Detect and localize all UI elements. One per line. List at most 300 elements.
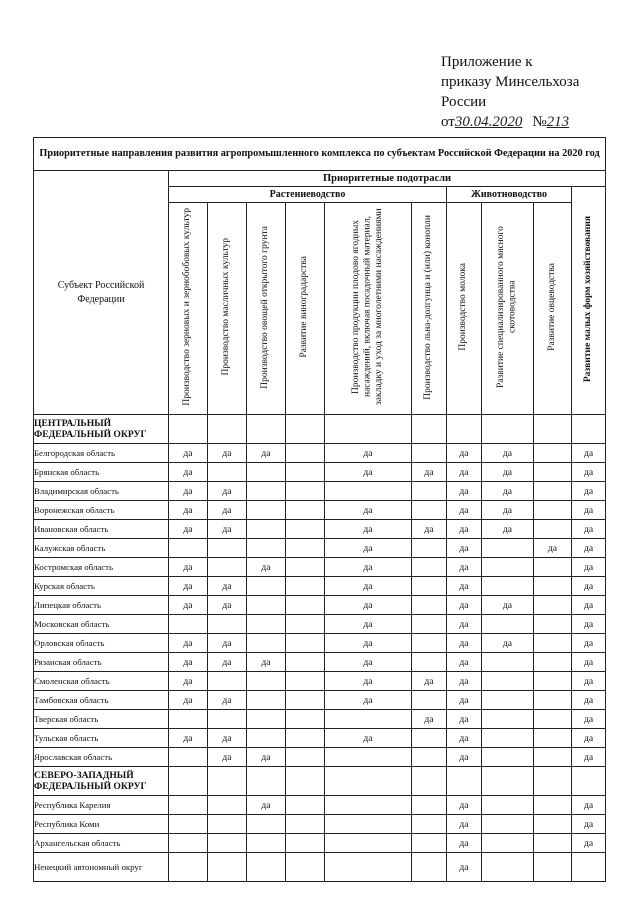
- value-cell: [286, 729, 325, 748]
- region-empty-cell: [482, 415, 534, 444]
- value-cell: [534, 482, 572, 501]
- value-cell: [286, 577, 325, 596]
- value-cell: [208, 710, 247, 729]
- table-row: [34, 539, 606, 558]
- region-empty-cell: [482, 767, 534, 796]
- value-cell: да: [572, 615, 606, 634]
- value-cell: [169, 853, 208, 882]
- table-row: [34, 672, 606, 691]
- value-cell: да: [482, 444, 534, 463]
- value-cell: да: [169, 653, 208, 672]
- value-cell: да: [325, 672, 412, 691]
- value-cell: [482, 672, 534, 691]
- value-cell: [412, 796, 447, 815]
- value-cell: да: [447, 815, 482, 834]
- value-cell: [169, 615, 208, 634]
- value-cell: [412, 748, 447, 767]
- value-cell: да: [572, 815, 606, 834]
- column-header-label: Производство масличных культур: [221, 238, 232, 376]
- value-cell: [247, 520, 286, 539]
- value-cell: [286, 653, 325, 672]
- value-cell: [286, 615, 325, 634]
- value-cell: да: [572, 558, 606, 577]
- table-body: [34, 415, 606, 882]
- subject-name: Архангельская область: [34, 834, 169, 853]
- value-cell: да: [572, 710, 606, 729]
- value-cell: [412, 615, 447, 634]
- value-cell: да: [482, 501, 534, 520]
- group-livestock-header: Животноводство: [447, 187, 572, 203]
- value-cell: [208, 539, 247, 558]
- value-cell: да: [447, 834, 482, 853]
- table-row: [34, 634, 606, 653]
- value-cell: да: [208, 634, 247, 653]
- value-cell: [286, 796, 325, 815]
- value-cell: да: [247, 444, 286, 463]
- value-cell: [534, 615, 572, 634]
- value-cell: [286, 691, 325, 710]
- value-cell: да: [325, 615, 412, 634]
- value-cell: [208, 672, 247, 691]
- appendix-line-1: Приложение к: [441, 54, 533, 70]
- column-header-label: Развитие виноградарства: [299, 256, 310, 358]
- region-name: СЕВЕРО-ЗАПАДНЫЙ ФЕДЕРАЛЬНЫЙ ОКРУГ: [34, 767, 169, 796]
- value-cell: [412, 444, 447, 463]
- value-cell: [534, 748, 572, 767]
- column-header: [534, 203, 572, 415]
- value-cell: да: [482, 482, 534, 501]
- value-cell: [412, 691, 447, 710]
- value-cell: [286, 539, 325, 558]
- value-cell: да: [208, 596, 247, 615]
- value-cell: [482, 539, 534, 558]
- column-header-label: Развитие специализированного мясного скотоводства: [496, 226, 518, 388]
- region-empty-cell: [247, 767, 286, 796]
- value-cell: да: [447, 577, 482, 596]
- region-name: ЦЕНТРАЛЬНЫЙ ФЕДЕРАЛЬНЫЙ ОКРУГ: [34, 415, 169, 444]
- value-cell: [247, 463, 286, 482]
- value-cell: [247, 729, 286, 748]
- value-cell: [286, 520, 325, 539]
- value-cell: да: [572, 729, 606, 748]
- value-cell: [286, 463, 325, 482]
- value-cell: [412, 834, 447, 853]
- value-cell: да: [247, 796, 286, 815]
- value-cell: да: [325, 520, 412, 539]
- value-cell: [169, 815, 208, 834]
- value-cell: [534, 853, 572, 882]
- value-cell: [482, 653, 534, 672]
- value-cell: [482, 834, 534, 853]
- appendix-line-3: России: [441, 94, 487, 110]
- value-cell: да: [572, 834, 606, 853]
- value-cell: да: [572, 577, 606, 596]
- value-cell: да: [325, 653, 412, 672]
- value-cell: [534, 634, 572, 653]
- value-cell: да: [447, 853, 482, 882]
- value-cell: [412, 729, 447, 748]
- value-cell: да: [169, 577, 208, 596]
- value-cell: да: [169, 596, 208, 615]
- column-header-label: Производство зерновых и зернобобовых культур: [182, 208, 193, 406]
- value-cell: [534, 710, 572, 729]
- value-cell: [247, 577, 286, 596]
- value-cell: да: [447, 748, 482, 767]
- value-cell: [208, 615, 247, 634]
- value-cell: да: [482, 463, 534, 482]
- value-cell: [286, 672, 325, 691]
- column-header-label: Развитие малых форм хозяйствования: [582, 215, 593, 383]
- region-empty-cell: [412, 415, 447, 444]
- value-cell: [325, 834, 412, 853]
- value-cell: [247, 596, 286, 615]
- value-cell: [247, 482, 286, 501]
- subject-name: Калужская область: [34, 539, 169, 558]
- value-cell: да: [169, 729, 208, 748]
- value-cell: да: [325, 634, 412, 653]
- subject-name: Смоленская область: [34, 672, 169, 691]
- subject-name: Ивановская область: [34, 520, 169, 539]
- value-cell: [286, 596, 325, 615]
- value-cell: да: [208, 577, 247, 596]
- column-header-label: Производство продукции плодово ягодных насаждений, включая посадочный материал, закладку и уход за многолетними насаждениями: [350, 208, 384, 406]
- table-row: [34, 463, 606, 482]
- subject-column-header: Субъект Российской Федерации: [34, 171, 169, 415]
- value-cell: [412, 653, 447, 672]
- value-cell: да: [572, 796, 606, 815]
- region-empty-cell: [534, 415, 572, 444]
- value-cell: [286, 748, 325, 767]
- value-cell: [534, 501, 572, 520]
- value-cell: [412, 815, 447, 834]
- value-cell: [534, 691, 572, 710]
- value-cell: да: [169, 520, 208, 539]
- region-row: [34, 415, 606, 444]
- value-cell: [534, 796, 572, 815]
- value-cell: [482, 615, 534, 634]
- column-header-label: Развитие овцеводства: [546, 263, 557, 351]
- region-empty-cell: [286, 767, 325, 796]
- value-cell: [169, 710, 208, 729]
- value-cell: [534, 729, 572, 748]
- value-cell: да: [572, 691, 606, 710]
- region-empty-cell: [447, 767, 482, 796]
- handwritten-number: 213: [546, 114, 570, 130]
- value-cell: [482, 796, 534, 815]
- subject-name: Орловская область: [34, 634, 169, 653]
- table-row: [34, 729, 606, 748]
- subject-name: Липецкая область: [34, 596, 169, 615]
- value-cell: [247, 710, 286, 729]
- subject-name: Московская область: [34, 615, 169, 634]
- value-cell: да: [325, 691, 412, 710]
- value-cell: [572, 853, 606, 882]
- value-cell: [208, 558, 247, 577]
- value-cell: да: [447, 463, 482, 482]
- value-cell: да: [169, 482, 208, 501]
- value-cell: да: [447, 444, 482, 463]
- region-empty-cell: [412, 767, 447, 796]
- table-header: [34, 138, 606, 415]
- table-title: Приоритетные направления развития агропромышленного комплекса по субъектам Российской Федерации на 2020 год: [34, 138, 606, 171]
- subject-name: Республика Коми: [34, 815, 169, 834]
- column-header-label: Производство льна-долгунца и (или) конопли: [423, 214, 434, 400]
- subject-name: Белгородская область: [34, 444, 169, 463]
- column-header: [325, 203, 412, 415]
- region-empty-cell: [325, 767, 412, 796]
- column-header: [169, 203, 208, 415]
- value-cell: [325, 815, 412, 834]
- handwritten-date: 30.04.2020: [454, 114, 523, 130]
- value-cell: [412, 634, 447, 653]
- value-cell: [534, 463, 572, 482]
- value-cell: [482, 853, 534, 882]
- column-header: [412, 203, 447, 415]
- value-cell: [208, 796, 247, 815]
- column-header: [447, 203, 482, 415]
- value-cell: [412, 577, 447, 596]
- value-cell: [412, 596, 447, 615]
- value-cell: да: [572, 501, 606, 520]
- region-row: [34, 767, 606, 796]
- subject-name: Брянская область: [34, 463, 169, 482]
- value-cell: да: [325, 444, 412, 463]
- value-cell: [208, 834, 247, 853]
- value-cell: [169, 834, 208, 853]
- subject-name: Тверская область: [34, 710, 169, 729]
- value-cell: [482, 729, 534, 748]
- value-cell: [286, 834, 325, 853]
- value-cell: да: [482, 634, 534, 653]
- value-cell: [169, 796, 208, 815]
- value-cell: да: [208, 501, 247, 520]
- value-cell: [534, 558, 572, 577]
- value-cell: [286, 558, 325, 577]
- value-cell: да: [447, 482, 482, 501]
- value-cell: [534, 596, 572, 615]
- column-header: [482, 203, 534, 415]
- region-empty-cell: [534, 767, 572, 796]
- table-row: [34, 482, 606, 501]
- appendix-block: [441, 52, 579, 132]
- column-header: [208, 203, 247, 415]
- value-cell: [286, 444, 325, 463]
- value-cell: да: [447, 501, 482, 520]
- value-cell: [482, 748, 534, 767]
- value-cell: да: [208, 729, 247, 748]
- value-cell: [412, 853, 447, 882]
- value-cell: [534, 444, 572, 463]
- value-cell: да: [572, 653, 606, 672]
- value-cell: да: [447, 796, 482, 815]
- column-header: [247, 203, 286, 415]
- value-cell: да: [208, 748, 247, 767]
- value-cell: [286, 853, 325, 882]
- region-empty-cell: [247, 415, 286, 444]
- value-cell: [286, 815, 325, 834]
- value-cell: да: [447, 596, 482, 615]
- value-cell: да: [247, 558, 286, 577]
- value-cell: [534, 653, 572, 672]
- value-cell: [286, 482, 325, 501]
- value-cell: да: [447, 710, 482, 729]
- value-cell: [534, 672, 572, 691]
- value-cell: да: [572, 539, 606, 558]
- table-row: [34, 748, 606, 767]
- column-header: [286, 203, 325, 415]
- table-row: [34, 834, 606, 853]
- subject-name: Костромская область: [34, 558, 169, 577]
- subject-name: Курская область: [34, 577, 169, 596]
- value-cell: да: [412, 520, 447, 539]
- region-empty-cell: [208, 415, 247, 444]
- value-cell: [482, 558, 534, 577]
- value-cell: да: [208, 691, 247, 710]
- value-cell: да: [208, 482, 247, 501]
- region-empty-cell: [572, 767, 606, 796]
- value-cell: [247, 539, 286, 558]
- table-row: [34, 710, 606, 729]
- value-cell: да: [572, 520, 606, 539]
- table-row: [34, 853, 606, 882]
- order-date-number: [441, 112, 579, 132]
- value-cell: да: [572, 672, 606, 691]
- region-empty-cell: [572, 415, 606, 444]
- subject-name: Ненецкий автономный округ: [34, 853, 169, 882]
- value-cell: да: [447, 539, 482, 558]
- value-cell: да: [572, 444, 606, 463]
- value-cell: [247, 634, 286, 653]
- table-row: [34, 501, 606, 520]
- value-cell: да: [169, 691, 208, 710]
- value-cell: [534, 577, 572, 596]
- value-cell: да: [482, 596, 534, 615]
- subject-name: Тульская область: [34, 729, 169, 748]
- region-empty-cell: [169, 415, 208, 444]
- group-crop-header: Растениеводство: [169, 187, 447, 203]
- region-empty-cell: [208, 767, 247, 796]
- table-row: [34, 520, 606, 539]
- value-cell: да: [412, 672, 447, 691]
- value-cell: да: [447, 520, 482, 539]
- subject-name: Республика Карелия: [34, 796, 169, 815]
- value-cell: [482, 815, 534, 834]
- value-cell: да: [447, 653, 482, 672]
- value-cell: [208, 815, 247, 834]
- region-empty-cell: [325, 415, 412, 444]
- table-row: [34, 653, 606, 672]
- value-cell: да: [169, 558, 208, 577]
- value-cell: да: [325, 729, 412, 748]
- value-cell: [247, 834, 286, 853]
- value-cell: да: [447, 691, 482, 710]
- value-cell: [247, 691, 286, 710]
- subject-name: Тамбовская область: [34, 691, 169, 710]
- value-cell: [247, 853, 286, 882]
- value-cell: [286, 501, 325, 520]
- value-cell: да: [325, 539, 412, 558]
- table-row: [34, 615, 606, 634]
- region-empty-cell: [447, 415, 482, 444]
- value-cell: [286, 634, 325, 653]
- subject-name: Воронежская область: [34, 501, 169, 520]
- number-label: №: [532, 114, 547, 130]
- value-cell: да: [169, 634, 208, 653]
- value-cell: [325, 710, 412, 729]
- table-row: [34, 444, 606, 463]
- value-cell: [534, 815, 572, 834]
- value-cell: да: [325, 463, 412, 482]
- value-cell: да: [208, 444, 247, 463]
- value-cell: [247, 672, 286, 691]
- value-cell: [169, 539, 208, 558]
- value-cell: [208, 463, 247, 482]
- value-cell: [325, 748, 412, 767]
- value-cell: да: [412, 710, 447, 729]
- table-row: [34, 577, 606, 596]
- value-cell: [412, 501, 447, 520]
- value-cell: [325, 853, 412, 882]
- column-header-label: Производство овощей открытого грунта: [260, 225, 271, 389]
- value-cell: да: [169, 463, 208, 482]
- value-cell: да: [447, 558, 482, 577]
- value-cell: [534, 834, 572, 853]
- value-cell: да: [208, 520, 247, 539]
- value-cell: да: [325, 577, 412, 596]
- value-cell: [482, 710, 534, 729]
- value-cell: да: [325, 596, 412, 615]
- value-cell: [482, 691, 534, 710]
- value-cell: да: [169, 672, 208, 691]
- value-cell: [482, 577, 534, 596]
- subject-name: Владимирская область: [34, 482, 169, 501]
- subject-name: Ярославская область: [34, 748, 169, 767]
- column-header-label: Производство молока: [458, 263, 469, 351]
- value-cell: да: [325, 558, 412, 577]
- value-cell: [534, 520, 572, 539]
- value-cell: да: [325, 501, 412, 520]
- value-cell: да: [482, 520, 534, 539]
- table-row: [34, 815, 606, 834]
- value-cell: [247, 501, 286, 520]
- value-cell: да: [169, 501, 208, 520]
- table-row: [34, 691, 606, 710]
- value-cell: [412, 539, 447, 558]
- value-cell: [412, 558, 447, 577]
- value-cell: да: [447, 634, 482, 653]
- value-cell: да: [208, 653, 247, 672]
- region-empty-cell: [169, 767, 208, 796]
- appendix-line-2: приказу Минсельхоза: [441, 74, 580, 90]
- value-cell: [208, 853, 247, 882]
- table-row: [34, 558, 606, 577]
- value-cell: да: [247, 653, 286, 672]
- table-row: [34, 796, 606, 815]
- value-cell: да: [447, 672, 482, 691]
- value-cell: да: [572, 634, 606, 653]
- date-prefix: от: [441, 114, 455, 130]
- value-cell: [169, 748, 208, 767]
- region-empty-cell: [286, 415, 325, 444]
- value-cell: [325, 482, 412, 501]
- value-cell: [286, 710, 325, 729]
- value-cell: [325, 796, 412, 815]
- column-header-small-farms: [572, 187, 606, 415]
- priority-table: [33, 137, 606, 882]
- priority-header: Приоритетные подотрасли: [169, 171, 606, 187]
- value-cell: [247, 815, 286, 834]
- value-cell: да: [534, 539, 572, 558]
